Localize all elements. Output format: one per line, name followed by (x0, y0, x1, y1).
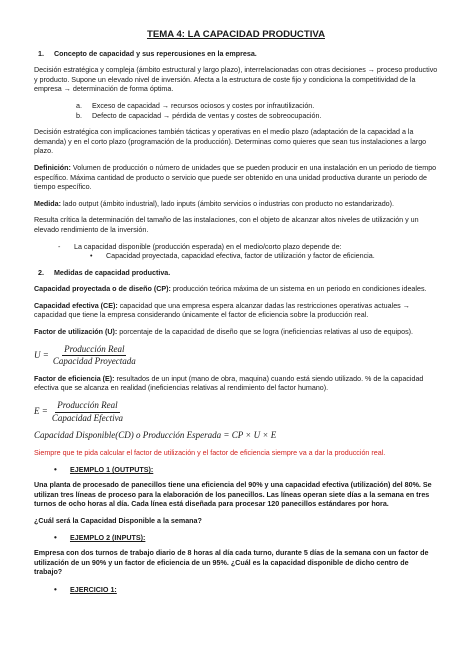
paragraph-definition (34, 164, 438, 193)
list-marker-a: a. (76, 101, 82, 110)
example-2-title: EJEMPLO 2 (INPUTS): (69, 534, 146, 543)
formula-utilization-numerator: Producción Real (62, 345, 126, 357)
measure-label: Medida: (34, 199, 61, 208)
formula-efficiency-denominator: Capacidad Efectiva (51, 412, 124, 423)
paragraph-ce (34, 302, 438, 321)
formula-utilization-denominator: Capacidad Proyectada (52, 356, 136, 367)
section-1-heading (34, 50, 438, 60)
paragraph-measure (34, 200, 438, 210)
paragraph-cp (34, 285, 438, 295)
dash-text: La capacidad disponible (producción esperada) en el medio/corto plazo depende de: (73, 242, 342, 251)
sub-bullet-item (34, 252, 438, 262)
section-1-number: 1. (38, 49, 44, 58)
efficiency-label: Factor de eficiencia (E): (34, 374, 115, 383)
section-2-number: 2. (38, 268, 44, 277)
cp-label: Capacidad proyectada o de diseño (CP): (34, 285, 171, 294)
dash-item (34, 243, 438, 253)
cp-text: producción teórica máxima de un sistema en un periodo en condiciones ideales. (170, 285, 427, 294)
definition-text: Volumen de producción o número de unidades que se pueden producir en una instalación en un periodo de tiempo específico. Máxima cantidad de producto o servicio que puede ser obtenido en una unidad productiva durante un periodo de tiempo específico. (34, 163, 437, 192)
bullet-marker: • (54, 584, 57, 594)
page-title: TEMA 4: LA CAPACIDAD PRODUCTIVA (146, 29, 325, 40)
list-item-b (34, 112, 438, 122)
exercise-1-heading (34, 585, 438, 596)
formula-utilization-fraction (51, 345, 138, 367)
ce-text: capacidad que una empresa espera alcanzar dadas las restricciones operativas actuales → capacidad que tiene la empresa considerando únicamente el factor de eficiencia sobre la producción real. (34, 301, 410, 320)
example-1-title: EJEMPLO 1 (OUTPUTS): (69, 466, 154, 475)
example-1-question: ¿Cuál será la Capacidad Disponible a la semana? (34, 516, 202, 525)
definition-label: Definición: (34, 163, 71, 172)
sub-bullet-text: Capacidad proyectada, capacidad efectiva, factor de utilización y factor de eficiencia. (105, 252, 375, 261)
formula-utilization-lhs: U = (34, 349, 49, 360)
utilization-label: Factor de utilización (U): (34, 328, 118, 337)
example-2-text: Empresa con dos turnos de trabajo diario de 8 horas al día cada turno, durante 5 días de la semana con un factor de utilización de un 90% y un factor de eficiencia de un 95%. ¿Cuál es la capacidad disponible de dicho centro de trabajo? (34, 548, 429, 577)
section-2-heading (34, 269, 438, 279)
measure-text: lado output (ámbito industrial), lado inputs (ámbito servicios o industrias con producto no estandarizado). (60, 199, 394, 208)
ce-label: Capacidad efectiva (CE): (34, 301, 118, 310)
list-item-a (34, 102, 438, 112)
formula-available-capacity: Capacidad Disponible(CD) o Producción Esperada = CP × U × E (34, 430, 277, 441)
paragraph-size: Resulta crítica la determinación del tamaño de las instalaciones, con el objeto de alcanzar altos niveles de utilización y un elevado rendimiento de la inversión. (34, 216, 419, 234)
red-note: Siempre que te pida calcular el factor de utilización y el factor de eficiencia siempre va a dar la producción real. (34, 448, 386, 457)
paragraph-tactical: Decisión estratégica con implicaciones también tácticas y operativas en el medio plazo (adaptación de la capacidad a la demanda) y en el corto plazo (programación de la producción). Determinas como quieres que sean tus instalaciones a largo plazo. (34, 128, 427, 156)
formula-efficiency-lhs: E = (34, 406, 48, 417)
section-2-title: Medidas de capacidad productiva. (53, 268, 171, 277)
example-2-heading (34, 533, 438, 544)
example-1-heading (34, 465, 438, 476)
formula-efficiency-fraction (50, 401, 125, 423)
paragraph-utilization (34, 328, 438, 338)
formula-efficiency-numerator: Producción Real (55, 401, 119, 413)
exercise-1-title: EJERCICIO 1: (69, 585, 117, 594)
formula-efficiency (34, 401, 438, 423)
example-1-text: Una planta de procesado de panecillos tiene una eficiencia del 90% y una capacidad efectiva (utilización) del 80%. Se utilizan tres líneas de proceso para la elaboración de los panecillos. Las líneas operan siete días a la semana en tres turnos de ocho horas al día. Cada línea está diseñada para procesar 120 panecillos estándares por hora. (34, 481, 432, 509)
sub-bullet-marker: • (90, 252, 93, 261)
list-text-b: Defecto de capacidad → pérdida de ventas y costes de sobreocupación. (91, 111, 322, 120)
utilization-text: porcentaje de la capacidad de diseño que se logra (ineficiencias relativas al uso de equipos). (117, 328, 414, 337)
formula-utilization (34, 345, 438, 367)
bullet-marker: • (54, 533, 57, 543)
paragraph-efficiency (34, 375, 438, 394)
efficiency-text: resultados de un input (mano de obra, maquina) cuando está siendo utilizado. % de la capacidad efectiva que se alcanza en realidad (ineficiencias relativas al rendimiento del factor humano). (34, 374, 424, 393)
list-text-a: Exceso de capacidad → recursos ociosos y costes por infrautilización. (91, 101, 315, 110)
section-1-title: Concepto de capacidad y sus repercusiones en la empresa. (53, 49, 257, 58)
list-marker-b: b. (76, 111, 82, 120)
bullet-marker: • (54, 465, 57, 475)
dash-marker: - (58, 242, 61, 251)
paragraph-intro: Decisión estratégica y compleja (ámbito estructural y largo plazo), interrelacionadas con otras decisiones → proceso productivo y producto. Supone un elevado nivel de inversión. Afecta a la estructura de coste fijo y condiciona la competitividad de la empresa → determinación de forma óptima. (34, 66, 438, 94)
